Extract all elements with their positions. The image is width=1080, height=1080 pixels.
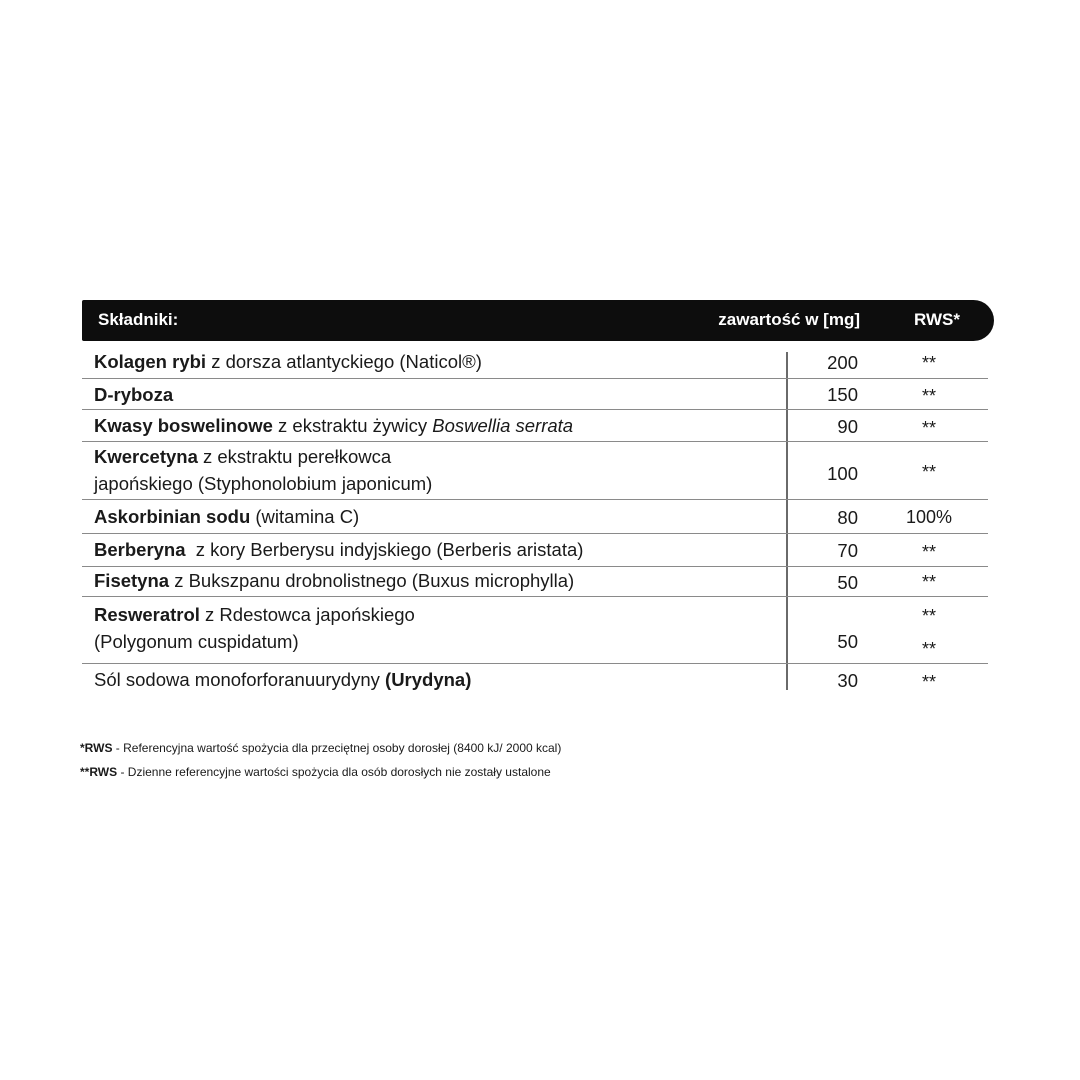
ingredient-amount: 70	[837, 540, 858, 561]
ingredient-name: Sól sodowa monoforforanuurydyny (Urydyna)	[94, 669, 472, 690]
footnote-rws-double: **RWS - Dzienne referencyjne wartości spożycia dla osób dorosłych nie zostały ustalone	[80, 765, 551, 779]
ingredient-rws: **	[921, 353, 936, 373]
ingredient-amount: 90	[837, 416, 858, 437]
table-row	[82, 597, 988, 664]
ingredient-amount: 150	[827, 384, 858, 405]
ingredient-rws: **	[921, 386, 936, 406]
ingredient-rws: **	[921, 606, 936, 626]
ingredient-name: Fisetyna z Bukszpanu drobnolistnego (Buxus microphylla)	[94, 570, 575, 591]
footnote-rws: *RWS - Referencyjna wartość spożycia dla przeciętnej osoby dorosłej (8400 kJ/ 2000 kcal)	[80, 741, 562, 755]
table-row	[82, 379, 988, 410]
ingredient-name: Kwercetyna z ekstraktu perełkowca japońskiego (Styphonolobium japonicum)	[94, 446, 433, 494]
ingredient-rws: **	[921, 542, 936, 562]
ingredient-rws-secondary: **	[921, 639, 936, 659]
ingredient-name: Resweratrol z Rdestowca japońskiego (Polygonum cuspidatum)	[94, 604, 415, 652]
ingredient-rws: **	[921, 572, 936, 592]
ingredient-name: D-ryboza	[94, 384, 174, 405]
ingredient-name: Kolagen rybi z dorsza atlantyckiego (Naticol®)	[94, 351, 482, 372]
table-row	[82, 664, 988, 698]
table-header	[82, 300, 994, 341]
table-row	[82, 500, 988, 534]
table-row	[82, 410, 988, 442]
ingredients-table	[82, 341, 988, 698]
ingredient-amount: 100	[827, 463, 858, 484]
ingredient-amount: 50	[837, 631, 858, 652]
table-row	[82, 534, 988, 567]
footnotes	[80, 736, 561, 784]
column-header-rws: RWS*	[914, 310, 960, 329]
ingredient-amount: 200	[827, 352, 858, 373]
table-row	[82, 442, 988, 500]
ingredient-amount: 50	[837, 572, 858, 593]
column-header-amount: zawartość w [mg]	[718, 310, 860, 329]
ingredient-rws: **	[921, 418, 936, 438]
table-row	[82, 567, 988, 597]
ingredient-amount: 80	[837, 507, 858, 528]
column-header-ingredients: Składniki:	[98, 310, 179, 329]
ingredient-amount: 30	[837, 670, 858, 691]
ingredient-name: Kwasy boswelinowe z ekstraktu żywicy Boswellia serrata	[94, 415, 574, 436]
ingredient-rws: **	[921, 672, 936, 692]
table-row	[82, 341, 988, 379]
ingredient-name: Askorbinian sodu (witamina C)	[94, 506, 360, 527]
ingredient-rws: 100%	[905, 507, 953, 527]
ingredient-rws: **	[921, 462, 936, 482]
ingredient-name: Berberyna z kory Berberysu indyjskiego (Berberis aristata)	[94, 539, 584, 560]
